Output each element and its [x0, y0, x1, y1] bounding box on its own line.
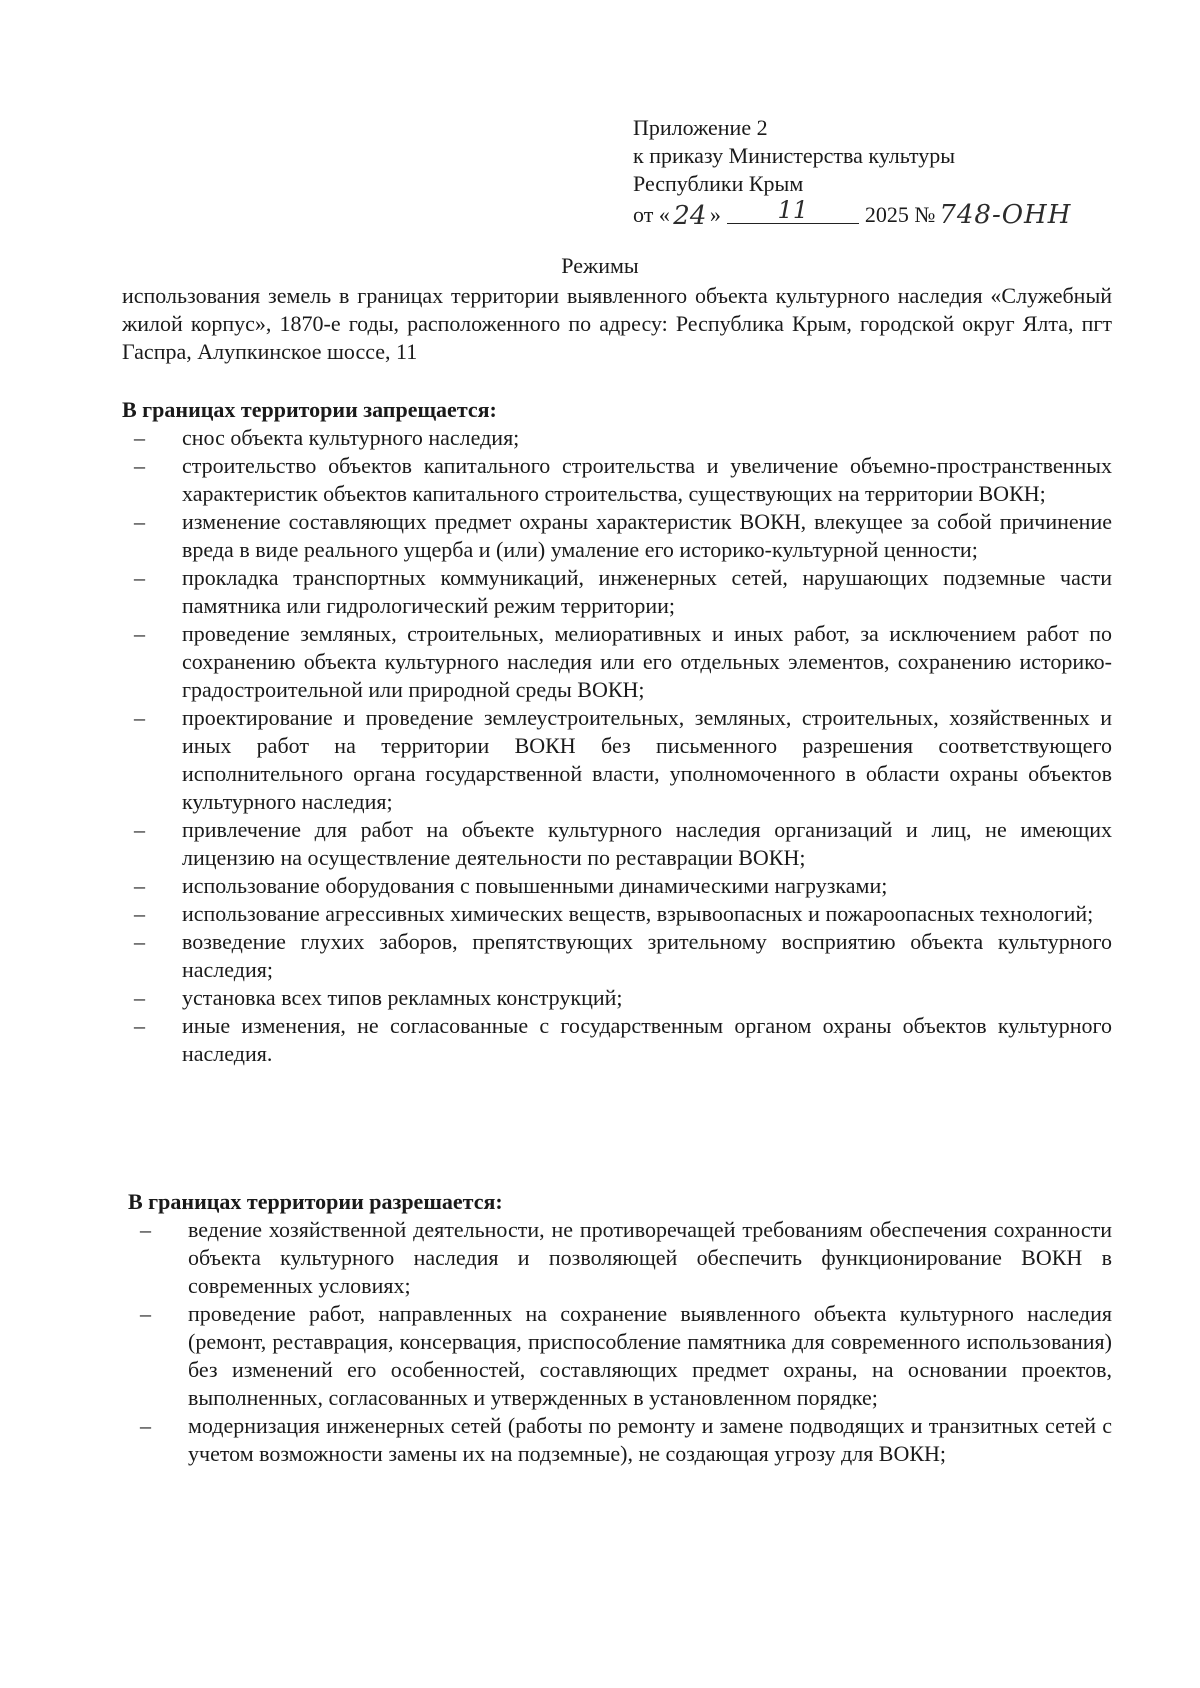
handwritten-day: 24 [673, 201, 707, 231]
annex-line-2: к приказу Министерства культуры [633, 143, 956, 168]
date-mid: » [709, 202, 721, 227]
date-year-number-label: 2025 № [864, 202, 936, 227]
annex-header [633, 114, 1071, 229]
list-item: – иные изменения, не согласованные с государственным органом охраны объектов культурного наследия. [122, 1012, 1112, 1068]
annex-line-1: Приложение 2 [633, 115, 768, 140]
list-item: – проведение работ, направленных на сохранение выявленного объекта культурного наследия (ремонт, реставрация, консервация, приспособление памятника для современного использования) без изменений его особенностей, составляющих предмет охраны, на основании проектов, выполненных, согласованных и утвержденных в установленном порядке; [128, 1300, 1112, 1412]
allowed-list [128, 1216, 1112, 1468]
date-prefix: от « [633, 202, 670, 227]
list-item: – привлечение для работ на объекте культурного наследия организаций и лиц, не имеющих лицензию на осуществление деятельности по реставрации ВОКН; [122, 816, 1112, 872]
prohibited-section [122, 396, 1112, 1068]
list-item: – прокладка транспортных коммуникаций, инженерных сетей, нарушающих подземные части памятника или гидрологический режим территории; [122, 564, 1112, 620]
list-item: – снос объекта культурного наследия; [122, 424, 1112, 452]
list-item: – проведение земляных, строительных, мелиоративных и иных работ, за исключением работ по сохранению объекта культурного наследия или его отдельных элементов, сохранению историко-градостроительной или природной среды ВОКН; [122, 620, 1112, 704]
list-item: – использование агрессивных химических веществ, взрывоопасных и пожароопасных технологий; [122, 900, 1112, 928]
handwritten-order-number: 748-ОНН [939, 200, 1072, 230]
handwritten-month: 11 [777, 196, 809, 224]
list-item: – установка всех типов рекламных конструкций; [122, 984, 1112, 1012]
list-item: – модернизация инженерных сетей (работы по ремонту и замене подводящих и транзитных сетей с учетом возможности замены их на подземные), не создающая угрозу для ВОКН; [128, 1412, 1112, 1468]
annex-line-3: Республики Крым [633, 171, 804, 196]
allowed-section [128, 1188, 1112, 1468]
list-item: – возведение глухих заборов, препятствующих зрительному восприятию объекта культурного наследия; [122, 928, 1112, 984]
order-date-line [633, 198, 1071, 229]
document-title: Режимы [561, 253, 639, 278]
allowed-heading: В границах территории разрешается: [128, 1189, 503, 1214]
prohibited-list [122, 424, 1112, 1068]
list-item: – проектирование и проведение землеустроительных, земляных, строительных, хозяйственных и иных работ на территории ВОКН без письменного разрешения соответствующего исполнительного органа государственной власти, уполномоченного в области охраны объектов культурного наследия; [122, 704, 1112, 816]
list-item: – изменение составляющих предмет охраны характеристик ВОКН, влекущее за собой причинение вреда в виде реального ущерба и (или) умаление его историко-культурной ценности; [122, 508, 1112, 564]
prohibited-heading: В границах территории запрещается: [122, 397, 497, 422]
list-item: – использование оборудования с повышенными динамическими нагрузками; [122, 872, 1112, 900]
month-underline [727, 198, 859, 224]
list-item: – строительство объектов капитального строительства и увеличение объемно-пространственных характеристик объектов капитального строительства, существующих на территории ВОКН; [122, 452, 1112, 508]
document-subtitle: использования земель в границах территории выявленного объекта культурного наследия «Служебный жилой корпус», 1870-е годы, расположенного по адресу: Республика Крым, городской округ Ялта, пгт Гаспра, Алупкинское шоссе, 11 [122, 283, 1112, 364]
list-item: – ведение хозяйственной деятельности, не противоречащей требованиям обеспечения сохранности объекта культурного наследия и позволяющей обеспечить функционирование ВОКН в современных условиях; [128, 1216, 1112, 1300]
